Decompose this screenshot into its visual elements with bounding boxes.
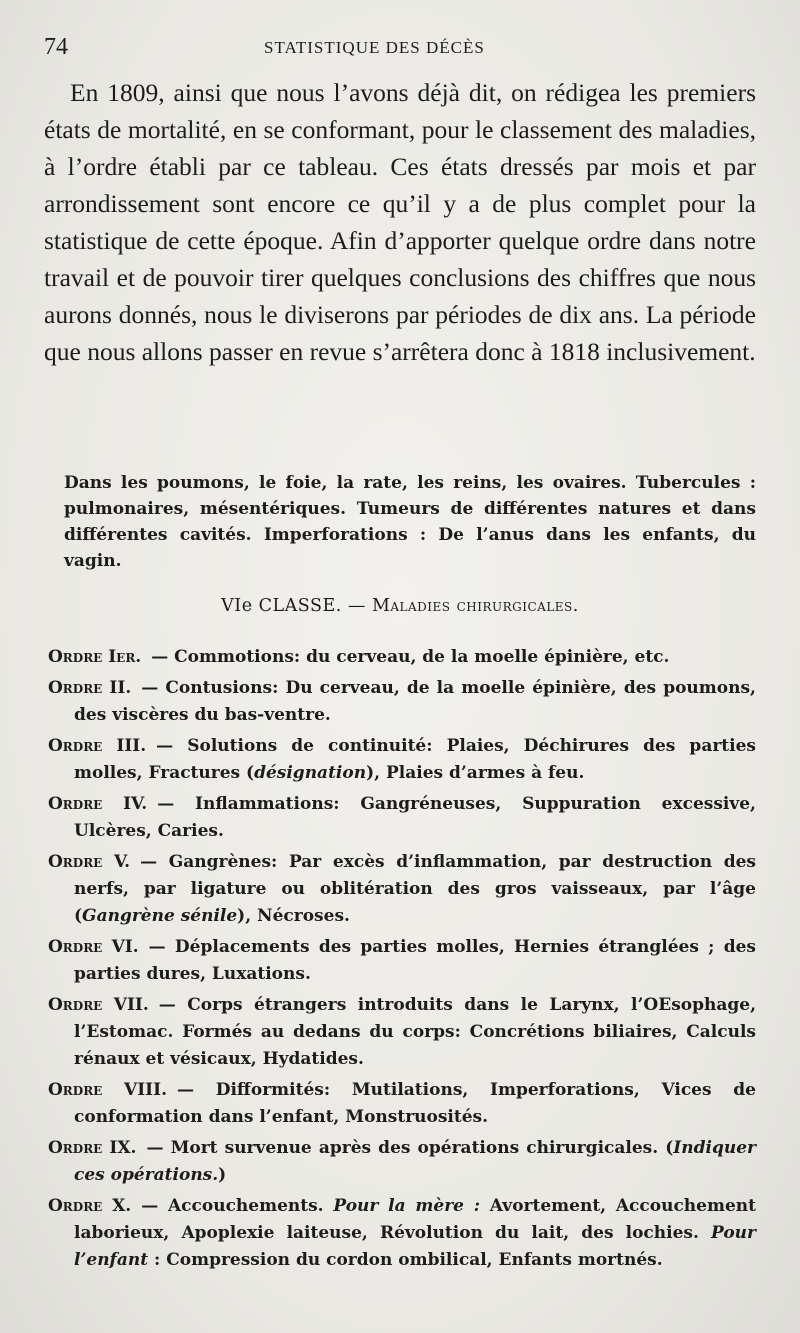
- order-text: — Contusions: Du cerveau, de la moelle épinière, des poumons, des viscères du bas-ventre.: [74, 678, 756, 725]
- order-text: — Corps étrangers introduits dans le Larynx, l’OEsophage, l’Estomac. Formés au dedans du corps: Concrétions biliaires, Calculs rénaux et vésicaux, Hydatides.: [74, 995, 756, 1069]
- order-label: Ordre IX.: [48, 1138, 137, 1158]
- order-item: [48, 675, 756, 729]
- order-text: — Mort survenue après des opérations chirurgicales. (: [146, 1138, 674, 1158]
- order-italic: désignation: [254, 763, 367, 783]
- order-label: Ordre Ier.: [48, 647, 142, 667]
- order-label: Ordre V.: [48, 852, 131, 872]
- order-item: [48, 992, 756, 1073]
- order-label: Ordre III.: [48, 736, 147, 756]
- previous-class-fragment: Dans les poumons, le foie, la rate, les reins, les ovaires. Tubercules : pulmonaires, mésentériques. Tumeurs de différentes natures et dans différentes cavités. Imperforations : De l’anus dans les enfants, du vagin.: [64, 473, 756, 571]
- order-text: — Difformités: Mutilations, Imperforations, Vices de conformation dans l’enfant, Monstruosités.: [74, 1080, 756, 1127]
- order-text: — Commotions: du cerveau, de la moelle épinière, etc.: [151, 647, 670, 667]
- order-label: Ordre VI.: [48, 937, 139, 957]
- order-item: [48, 644, 756, 671]
- order-text: — Solutions de continuité: Plaies, Déchirures des parties molles, Fractures (: [74, 736, 756, 783]
- order-item: [48, 1077, 756, 1131]
- class-heading: [0, 596, 800, 616]
- class-dash: —: [347, 596, 366, 616]
- order-label: Ordre VII.: [48, 995, 149, 1015]
- order-italic-2: Pour l’enfant: [74, 1223, 756, 1270]
- order-text: — Déplacements des parties molles, Hernies étranglées ; des parties dures, Luxations.: [74, 937, 756, 984]
- order-label: Ordre IV.: [48, 794, 148, 814]
- class-number: VIe CLASSE.: [221, 596, 342, 616]
- order-item: [48, 849, 756, 930]
- order-text-after: ): [218, 1165, 227, 1185]
- order-label: Ordre X.: [48, 1196, 132, 1216]
- class-name: Maladies chirurgicales.: [371, 596, 579, 616]
- order-label: Ordre VIII.: [48, 1080, 167, 1100]
- intro-paragraph: En 1809, ainsi que nous l’avons déjà dit, on rédigea les premiers états de mortalité, en se conformant, pour le classement des maladies, à l’ordre établi par ce tableau. Ces états dressés par mois et par arrondissement sont encore ce qu’il y a de plus complet pour la statistique de cette époque. Afin d’apporter quelque ordre dans notre travail et de pouvoir tirer quelques conclusions des chiffres que nous aurons donnés, nous le diviserons par périodes de dix ans. La période que nous allons passer en revue s’arrêtera donc à 1818 inclusivement.: [44, 78, 756, 366]
- page-header: [44, 34, 756, 62]
- order-label: Ordre II.: [48, 678, 132, 698]
- order-text: — Gangrènes: Par excès d’inflammation, par destruction des nerfs, par ligature ou oblitération des gros vaisseaux, par l’âge (: [74, 852, 756, 926]
- order-text-mid: Avortement, Accouchement laborieux, Apoplexie laiteuse, Révolution du lait, des lochies.: [74, 1196, 756, 1243]
- order-item: [48, 934, 756, 988]
- order-italic: Indiquer ces opérations.: [74, 1138, 756, 1185]
- order-italic: Pour la mère :: [333, 1196, 481, 1216]
- page-number: 74: [44, 34, 68, 60]
- order-italic: Gangrène sénile: [82, 906, 238, 926]
- order-item: [48, 1135, 756, 1189]
- order-item: [48, 791, 756, 845]
- order-text-after: ), Nécroses.: [237, 906, 350, 926]
- running-title: STATISTIQUE DES DÉCÈS: [264, 38, 485, 57]
- orders-list: [48, 644, 756, 1278]
- order-item: [48, 733, 756, 787]
- order-text: — Accouchements.: [141, 1196, 334, 1216]
- order-text-after: : Compression du cordon ombilical, Enfants mortnés.: [148, 1250, 663, 1270]
- order-text-after: ), Plaies d’armes à feu.: [366, 763, 585, 783]
- order-text: — Inflammations: Gangréneuses, Suppuration excessive, Ulcères, Caries.: [74, 794, 756, 841]
- order-item: [48, 1193, 756, 1274]
